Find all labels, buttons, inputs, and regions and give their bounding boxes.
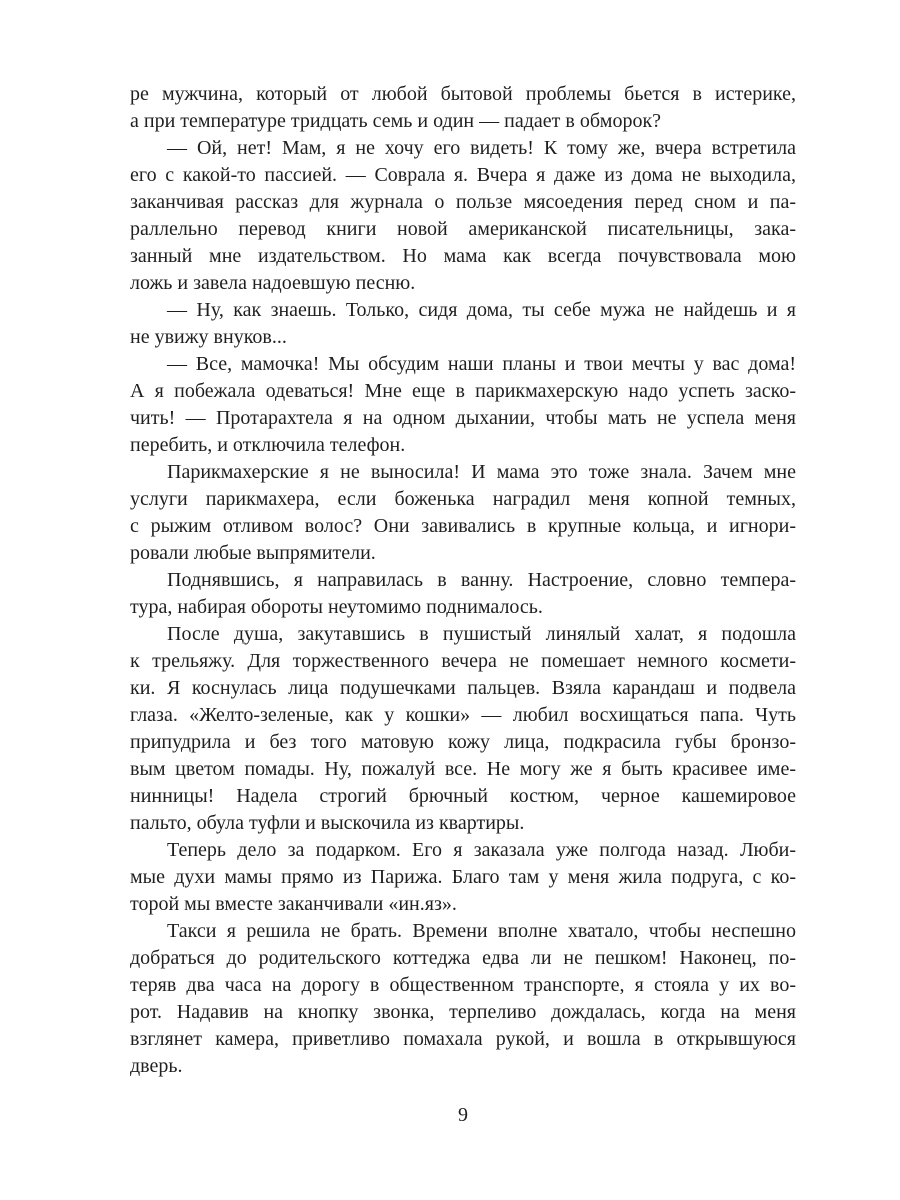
paragraph — [130, 297, 796, 351]
text-line: заканчивая рассказ для журнала о пользе мясоедения перед сном и па- — [130, 191, 796, 213]
text-line: ложь и завела надоевшую песню. — [130, 272, 416, 294]
text-line: После душа, закутавшись в пушистый линялый халат, я подошла — [167, 623, 796, 645]
text-line: теряв два часа на дорогу в общественном транспорте, я стояла у их во- — [130, 974, 796, 996]
text-line: его с какой-то пассией. — Соврала я. Вчера я даже из дома не выходила, — [130, 164, 796, 186]
paragraph — [130, 567, 796, 621]
text-line: вым цветом помады. Ну, пожалуй все. Не могу же я быть красивее име- — [130, 758, 796, 780]
text-line: ре мужчина, который от любой бытовой проблемы бьется в истерике, — [130, 83, 796, 105]
paragraph — [130, 135, 796, 297]
paragraph — [130, 621, 796, 837]
paragraph — [130, 351, 796, 459]
paragraph — [130, 459, 796, 567]
text-line: — Все, мамочка! Мы обсудим наши планы и твои мечты у вас дома! — [167, 353, 796, 375]
text-line: дверь. — [130, 1055, 183, 1077]
text-line: чить! — Протарахтела я на одном дыхании, чтобы мать не успела меня — [130, 407, 796, 429]
text-line: рот. Надавив на кнопку звонка, терпеливо дождалась, когда на меня — [130, 1001, 796, 1023]
text-line: мые духи мамы прямо из Парижа. Благо там у меня жила подруга, с ко- — [130, 866, 796, 888]
text-line: добраться до родительского коттеджа едва ли не пешком! Наконец, по- — [130, 947, 796, 969]
text-line: не увижу внуков... — [130, 326, 287, 348]
text-line: припудрила и без того матовую кожу лица, подкрасила губы бронзо- — [130, 731, 796, 753]
text-line: — Ну, как знаешь. Только, сидя дома, ты себе мужа не найдешь и я — [167, 299, 796, 321]
text-line: пальто, обула туфли и выскочила из квартиры. — [130, 812, 525, 834]
text-line: занный мне издательством. Но мама как всегда почувствовала мою — [130, 245, 796, 267]
text-line: раллельно перевод книги новой американской писательницы, зака- — [130, 218, 796, 240]
text-line: Парикмахерские я не выносила! И мама это тоже знала. Зачем мне — [167, 461, 796, 483]
text-line: услуги парикмахера, если боженька наградил меня копной темных, — [130, 488, 796, 510]
paragraph — [130, 918, 796, 1080]
paragraph — [130, 837, 796, 918]
text-line: ки. Я коснулась лица подушечками пальцев. Взяла карандаш и подвела — [130, 677, 796, 699]
text-line: к трельяжу. Для торжественного вечера не помешает немного космети- — [130, 650, 796, 672]
text-line: глаза. «Желто-зеленые, как у кошки» — любил восхищаться папа. Чуть — [130, 704, 796, 726]
page-text — [130, 81, 796, 1080]
text-line: с рыжим отливом волос? Они завивались в крупные кольца, и игнори- — [130, 515, 796, 537]
text-line: перебить, и отключила телефон. — [130, 434, 406, 456]
text-line: Такси я решила не брать. Времени вполне хватало, чтобы неспешно — [167, 920, 796, 942]
text-line: а при температуре тридцать семь и один — падает в обморок? — [130, 110, 662, 132]
text-line: Поднявшись, я направилась в ванну. Настроение, словно темпера- — [167, 569, 796, 591]
text-line: нинницы! Надела строгий брючный костюм, черное кашемировое — [130, 785, 796, 807]
text-line: А я побежала одеваться! Мне еще в парикмахерскую надо успеть заско- — [130, 380, 796, 402]
text-line: ровали любые выпрямители. — [130, 542, 376, 564]
text-line: тура, набирая обороты неутомимо поднималось. — [130, 596, 543, 618]
paragraph — [130, 81, 796, 135]
text-line: Теперь дело за подарком. Его я заказала уже полгода назад. Люби- — [167, 839, 796, 861]
text-line: — Ой, нет! Мам, я не хочу его видеть! К тому же, вчера встретила — [167, 137, 796, 159]
text-line: торой мы вместе заканчивали «ин.яз». — [130, 893, 457, 915]
text-line: взглянет камера, приветливо помахала рукой, и вошла в открывшуюся — [130, 1028, 796, 1050]
page-number: 9 — [458, 1104, 468, 1126]
